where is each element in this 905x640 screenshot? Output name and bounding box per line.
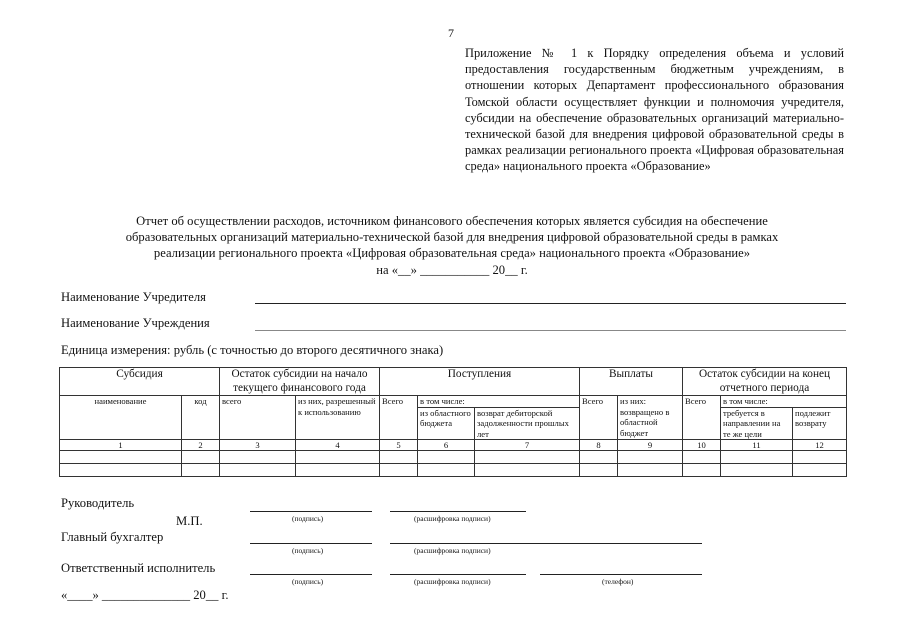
column-number: 2 xyxy=(182,440,220,451)
head-decoding-line[interactable] xyxy=(390,511,526,512)
table-cell[interactable] xyxy=(793,451,847,464)
column-number: 12 xyxy=(793,440,847,451)
table-cell[interactable] xyxy=(618,464,683,477)
header-return-receivables: возврат дебиторской задолженности прошлых лет xyxy=(475,407,580,440)
header-subsidy: Субсидия xyxy=(60,368,220,396)
executor-decoding-caption: (расшифровка подписи) xyxy=(414,577,491,586)
table-cell[interactable] xyxy=(220,464,296,477)
accountant-decoding-caption: (расшифровка подписи) xyxy=(414,546,491,555)
column-number: 8 xyxy=(580,440,618,451)
column-number: 1 xyxy=(60,440,182,451)
table-row xyxy=(60,451,847,464)
column-number: 10 xyxy=(683,440,721,451)
executor-signature-caption: (подпись) xyxy=(292,577,324,586)
header-payments-returned xyxy=(618,396,683,440)
column-number: 7 xyxy=(475,440,580,451)
executor-decoding-line[interactable] xyxy=(390,574,526,575)
head-label: Руководитель xyxy=(61,496,135,510)
header-returned-to-budget: возвращено в областной бюджет xyxy=(620,406,670,438)
table-cell[interactable] xyxy=(182,451,220,464)
table-cell[interactable] xyxy=(220,451,296,464)
table-cell[interactable] xyxy=(380,451,418,464)
column-number: 9 xyxy=(618,440,683,451)
column-number: 5 xyxy=(380,440,418,451)
table-cell[interactable] xyxy=(182,464,220,477)
header-name: наименование xyxy=(60,396,182,440)
accountant-signature-caption: (подпись) xyxy=(292,546,324,555)
table-cell[interactable] xyxy=(60,451,182,464)
founder-field-line[interactable] xyxy=(255,303,846,304)
head-signature-caption: (подпись) xyxy=(292,514,324,523)
executor-label: Ответственный исполнитель xyxy=(61,561,216,575)
stamp-label: М.П. xyxy=(176,514,203,528)
institution-label: Наименование Учреждения xyxy=(61,316,210,330)
header-code: код xyxy=(182,396,220,440)
accountant-decoding-line[interactable] xyxy=(390,543,702,544)
table-cell[interactable] xyxy=(380,464,418,477)
column-number: 11 xyxy=(721,440,793,451)
header-receipts-including: в том числе: xyxy=(418,396,580,408)
header-end-including: в том числе: xyxy=(721,396,847,408)
report-table xyxy=(59,367,847,477)
table-cell[interactable] xyxy=(418,464,475,477)
header-start-balance: Остаток субсидии на начало текущего финансового года xyxy=(220,368,380,396)
table-cell[interactable] xyxy=(721,464,793,477)
executor-phone-line[interactable] xyxy=(540,574,702,575)
column-number-row xyxy=(60,440,847,451)
table-cell[interactable] xyxy=(60,464,182,477)
title-date-line: на «__» ___________ 20__ г. xyxy=(376,262,528,277)
table-cell[interactable] xyxy=(793,464,847,477)
report-title xyxy=(60,213,844,278)
header-start-allowed: из них, разрешенный к использованию xyxy=(296,396,380,440)
appendix-text: Приложение № 1 к Порядку определения объема и условий предоставления государственным бюджетным учреждениям, в отношении которых Департамент профессионального образования Томской области осуществляет функции и полномочия учредителя, субсидии на обеспечение образовательных организаций материально-технической базой для внедрения цифровой образовательной среды в рамках реализации регионального проекта «Цифровая образовательная среда» национального проекта «Образование» xyxy=(465,46,844,174)
table-cell[interactable] xyxy=(475,451,580,464)
accountant-signature-line[interactable] xyxy=(250,543,372,544)
table-cell[interactable] xyxy=(580,464,618,477)
table-cell[interactable] xyxy=(296,464,380,477)
table-cell[interactable] xyxy=(296,451,380,464)
table-cell[interactable] xyxy=(683,451,721,464)
header-start-total: всего xyxy=(220,396,296,440)
table-cell[interactable] xyxy=(683,464,721,477)
chief-accountant-label: Главный бухгалтер xyxy=(61,530,164,544)
header-payments: Выплаты xyxy=(580,368,683,396)
date-line: «____» ______________ 20__ г. xyxy=(61,588,229,602)
table-cell[interactable] xyxy=(418,451,475,464)
table-cell[interactable] xyxy=(580,451,618,464)
header-end-total: Всего xyxy=(683,396,721,440)
head-signature-line[interactable] xyxy=(250,511,372,512)
table-header-row-2 xyxy=(60,396,847,408)
header-receipts-total: Всего xyxy=(380,396,418,440)
table-header-row-1 xyxy=(60,368,847,396)
founder-label: Наименование Учредителя xyxy=(61,290,206,304)
head-decoding-caption: (расшифровка подписи) xyxy=(414,514,491,523)
header-payments-total: Всего xyxy=(580,396,618,440)
title-line-2: образовательных организаций материально-технической базой для внедрения цифровой образовательной среды в рамках xyxy=(125,230,779,245)
column-number: 4 xyxy=(296,440,380,451)
header-to-be-returned: подлежит возврату xyxy=(793,407,847,440)
title-line-3: реализации регионального проекта «Цифровая образовательная среда» национального проекта «Образование» xyxy=(153,246,751,261)
column-number: 3 xyxy=(220,440,296,451)
header-required-same-purposes: требуется в направлении на те же цели xyxy=(721,407,793,440)
table-cell[interactable] xyxy=(475,464,580,477)
executor-signature-line[interactable] xyxy=(250,574,372,575)
table-row xyxy=(60,464,847,477)
institution-field-line[interactable] xyxy=(255,330,846,331)
table-cell[interactable] xyxy=(721,451,793,464)
header-from-regional-budget: из областного бюджета xyxy=(418,407,475,440)
table-cell[interactable] xyxy=(618,451,683,464)
page-number: 7 xyxy=(448,26,454,40)
header-end-balance: Остаток субсидии на конец отчетного периода xyxy=(683,368,847,396)
header-receipts: Поступления xyxy=(380,368,580,396)
title-line-1: Отчет об осуществлении расходов, источником финансового обеспечения которых является субсидия на обеспечение xyxy=(136,214,768,228)
column-number: 6 xyxy=(418,440,475,451)
executor-phone-caption: (телефон) xyxy=(602,577,634,586)
header-of-them: из них: xyxy=(620,396,647,406)
unit-of-measure: Единица измерения: рубль (с точностью до второго десятичного знака) xyxy=(61,343,444,357)
